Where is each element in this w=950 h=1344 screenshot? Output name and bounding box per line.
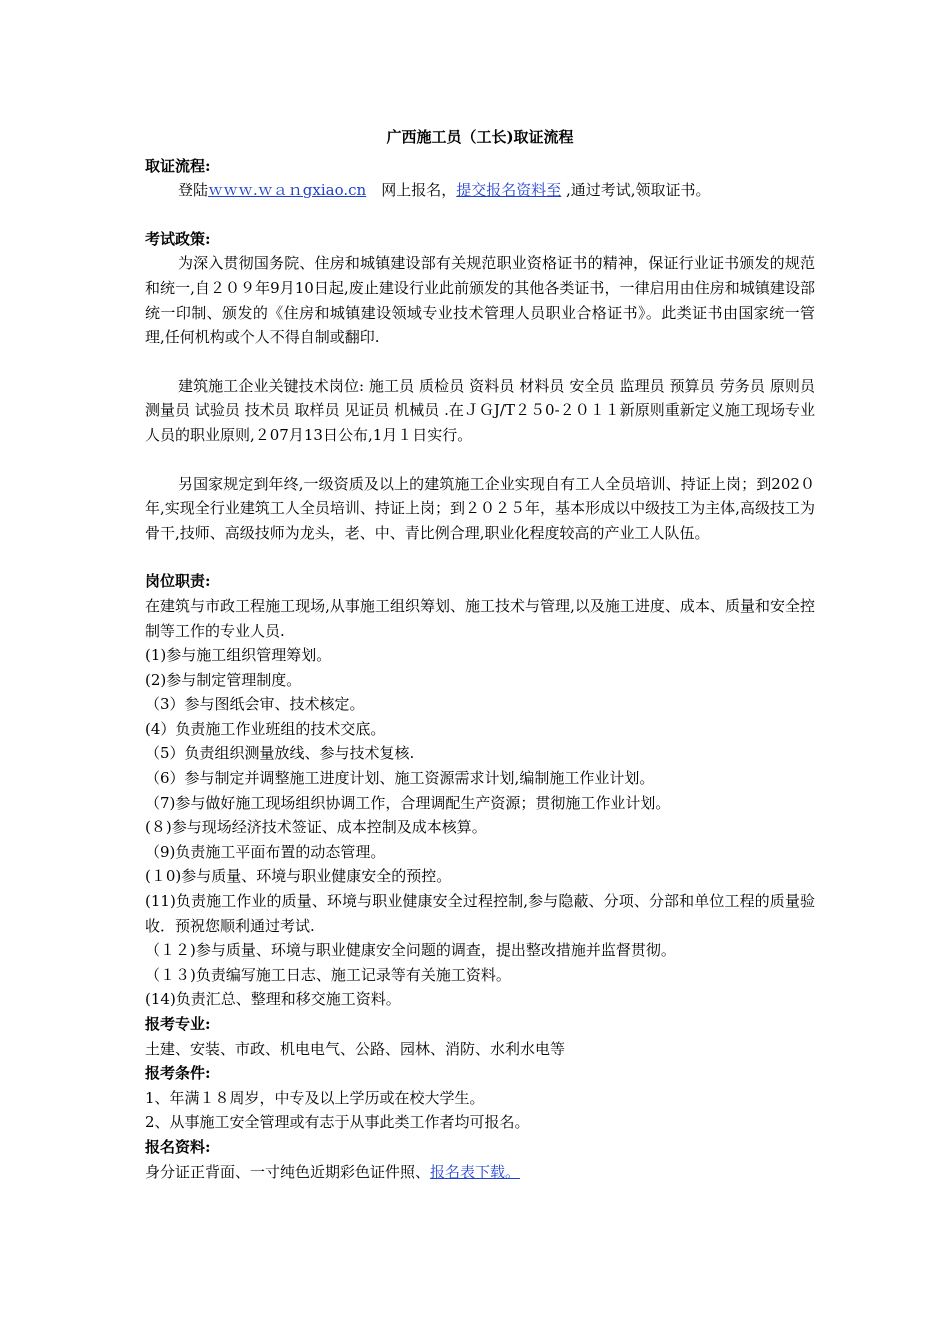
process-prefix: 登陆 (178, 181, 209, 200)
major-text: 土建、安装、市政、机电电气、公路、园林、消防、水利水电等 (145, 1039, 566, 1058)
list-item: （5）负责组织测量放线、参与技术复核. (145, 744, 415, 763)
process-heading: 取证流程: (145, 156, 211, 175)
download-form-link[interactable]: 报名表下载。 (430, 1162, 521, 1181)
policy-paragraph-1: 为深入贯彻国务院、住房和城镇建设部有关规范职业资格证书的精神，保证行业证书颁发的规范和统一,自２０９年9月10日起,废止建设行业此前颁发的其他各类证书，一律启用由住房和城镇建设部统一印制、颁发的《住房和城镇建设领域专业技术管理人员职业合格证书》。此类证书由国家统一管理,任何机构或个人不得自制或翻印. (145, 254, 815, 347)
duty-intro: 在建筑与市政工程施工现场,从事施工组织筹划、施工技术与管理,以及施工进度、成本、质量和安全控制等工作的专业人员. (145, 596, 815, 640)
document-page (145, 125, 815, 1184)
materials-heading: 报名资料: (145, 1137, 211, 1156)
list-item: （6）参与制定并调整施工进度计划、施工资源需求计划,编制施工作业计划。 (145, 769, 655, 788)
policy-paragraph-2: 建筑施工企业关键技术岗位: 施工员 质检员 资料员 材料员 安全员 监理员 预算员 劳务员 原则员 测量员 试验员 技术员 取样员 见证员 机械员 .在ＪＧJ/T２５0-２０１１新原则重新定义施工现场专业人员的职业原则,２07月13日公布,1月１日实行。 (145, 376, 815, 444)
process-suffix: ,通过考试,领取证书。 (561, 181, 711, 200)
list-item: (1)参与施工组织管理筹划。 (145, 646, 332, 665)
list-item: （１２)参与质量、环境与职业健康安全问题的调查，提出整改措施并监督贯彻。 (145, 941, 676, 960)
list-item: （7)参与做好施工现场组织协调工作，合理调配生产资源；贯彻施工作业计划。 (145, 793, 671, 812)
list-item: （3）参与图纸会审、技术核定。 (145, 695, 365, 714)
page-title: 广西施工员（工长)取证流程 (386, 128, 574, 146)
list-item: （9)负责施工平面布置的动态管理。 (145, 842, 386, 861)
materials-text (145, 1160, 815, 1185)
materials-list: 身分证正背面、一寸纯色近期彩色证件照、 (145, 1162, 431, 1181)
process-text (145, 178, 815, 203)
site-link[interactable]: ｗｗｗ.ｗａｎgxiao.cn (208, 181, 367, 200)
policy-heading: 考试政策: (145, 229, 211, 248)
list-item: (８)参与现场经济技术签证、成本控制及成本核算。 (145, 818, 487, 837)
list-item: (14)负责汇总、整理和移交施工资料。 (145, 990, 401, 1009)
list-item: （１３)负责编写施工日志、施工记录等有关施工资料。 (145, 965, 511, 984)
list-item: (4）负责施工作业班组的技术交底。 (145, 719, 386, 738)
list-item: 1、年满１８周岁，中专及以上学历或在校大学生。 (145, 1088, 485, 1107)
submit-link[interactable]: 提交报名资料至 (456, 181, 562, 200)
duty-heading: 岗位职责: (145, 572, 211, 591)
major-heading: 报考专业: (145, 1015, 211, 1033)
condition-heading: 报考条件: (145, 1064, 211, 1083)
policy-paragraph-3: 另国家规定到年终,一级资质及以上的建筑施工企业实现自有工人全员培训、持证上岗；到202０年,实现全行业建筑工人全员培训、持证上岗；到２０２５年，基本形成以中级技工为主体,高级技工为骨干,技师、高级技师为龙头，老、中、青比例合理,职业化程度较高的产业工人队伍。 (145, 474, 815, 542)
list-item: 2、从事施工安全管理或有志于从事此类工作者均可报名。 (145, 1113, 530, 1132)
list-item: (１0)参与质量、环境与职业健康安全的预控。 (145, 867, 452, 886)
list-item: (2)参与制定管理制度。 (145, 670, 302, 689)
process-mid: 网上报名， (366, 181, 457, 200)
list-item: (11)负责施工作业的质量、环境与职业健康安全过程控制,参与隐蔽、分项、分部和单位工程的质量验收．预祝您顺利通过考试. (145, 892, 815, 935)
